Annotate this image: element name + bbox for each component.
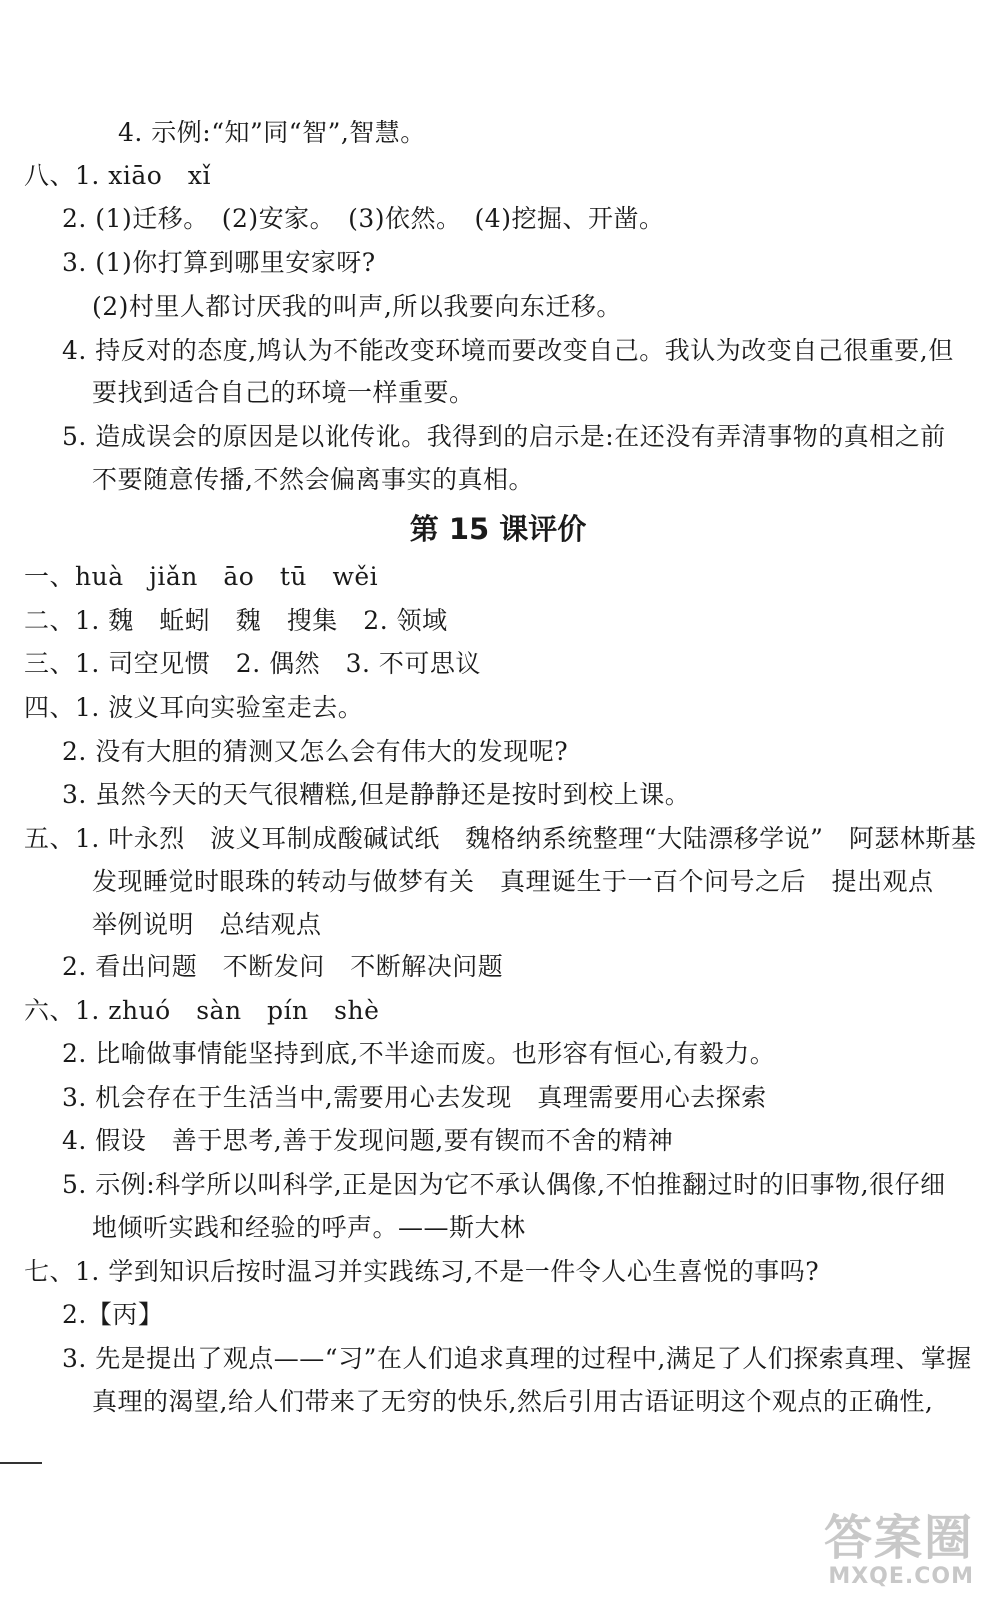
line-3: 三、1. 司空见惯 2. 偶然 3. 不可思议 [24, 649, 481, 678]
line-8-1: 八、1. xiāo xǐ [24, 161, 211, 190]
line-2: 二、1. 魏 蚯蚓 魏 搜集 2. 领域 [24, 606, 448, 635]
section-title: 第 15 课评价 [409, 512, 587, 546]
line-4-1: 四、1. 波义耳向实验室走去。 [24, 693, 364, 722]
line-6-2: 2. 比喻做事情能坚持到底,不半途而废。也形容有恒心,有毅力。 [62, 1039, 776, 1068]
watermark [774, 1512, 974, 1592]
line-8-4-cont: 要找到适合自己的环境一样重要。 [92, 378, 475, 407]
line-5-1-cont: 发现睡觉时眼珠的转动与做梦有关 真理诞生于一百个问号之后 提出观点 [92, 867, 934, 896]
line-8-3-2: (2)村里人都讨厌我的叫声,所以我要向东迁移。 [92, 292, 622, 321]
line-1: 一、huà jiǎn āo tū wěi [24, 562, 379, 591]
line-8-4: 4. 持反对的态度,鸠认为不能改变环境而要改变自己。我认为改变自己很重要,但 [62, 336, 954, 365]
line-4-example: 4. 示例:“知”同“智”,智慧。 [118, 118, 426, 147]
line-6-1: 六、1. zhuó sàn pín shè [24, 996, 380, 1025]
line-4-2: 2. 没有大胆的猜测又怎么会有伟大的发现呢? [62, 737, 569, 766]
line-6-3: 3. 机会存在于生活当中,需要用心去发现 真理需要用心去探索 [62, 1083, 767, 1112]
line-8-5-cont: 不要随意传播,不然会偏离事实的真相。 [92, 465, 534, 494]
watermark-cn: 答案圈 [823, 1510, 974, 1566]
line-7-2: 2.【丙】 [62, 1300, 164, 1329]
watermark-en: MXQE.COM [828, 1564, 974, 1589]
line-8-3: 3. (1)你打算到哪里安家呀? [62, 248, 376, 277]
line-5-1-cont2: 举例说明 总结观点 [92, 910, 322, 939]
bottom-rule [0, 1462, 42, 1464]
line-7-3: 3. 先是提出了观点——“习”在人们追求真理的过程中,满足了人们探索真理、掌握 [62, 1344, 972, 1373]
line-4-3: 3. 虽然今天的天气很糟糕,但是静静还是按时到校上课。 [62, 780, 691, 809]
line-8-2: 2. (1)迁移。 (2)安家。 (3)依然。 (4)挖掘、开凿。 [62, 204, 665, 233]
line-6-5: 5. 示例:科学所以叫科学,正是因为它不承认偶像,不怕推翻过时的旧事物,很仔细 [62, 1170, 946, 1199]
line-8-5: 5. 造成误会的原因是以讹传讹。我得到的启示是:在还没有弄清事物的真相之前 [62, 422, 946, 451]
line-5-1: 五、1. 叶永烈 波义耳制成酸碱试纸 魏格纳系统整理“大陆漂移学说” 阿瑟林斯基 [24, 824, 977, 853]
line-5-2: 2. 看出问题 不断发问 不断解决问题 [62, 952, 504, 981]
line-6-4: 4. 假设 善于思考,善于发现问题,要有锲而不舍的精神 [62, 1126, 674, 1155]
line-7-3-cont: 真理的渴望,给人们带来了无穷的快乐,然后引用古语证明这个观点的正确性, [92, 1387, 934, 1416]
line-7-1: 七、1. 学到知识后按时温习并实践练习,不是一件令人心生喜悦的事吗? [24, 1257, 820, 1286]
line-6-5-cont: 地倾听实践和经验的呼声。——斯大林 [92, 1213, 526, 1242]
